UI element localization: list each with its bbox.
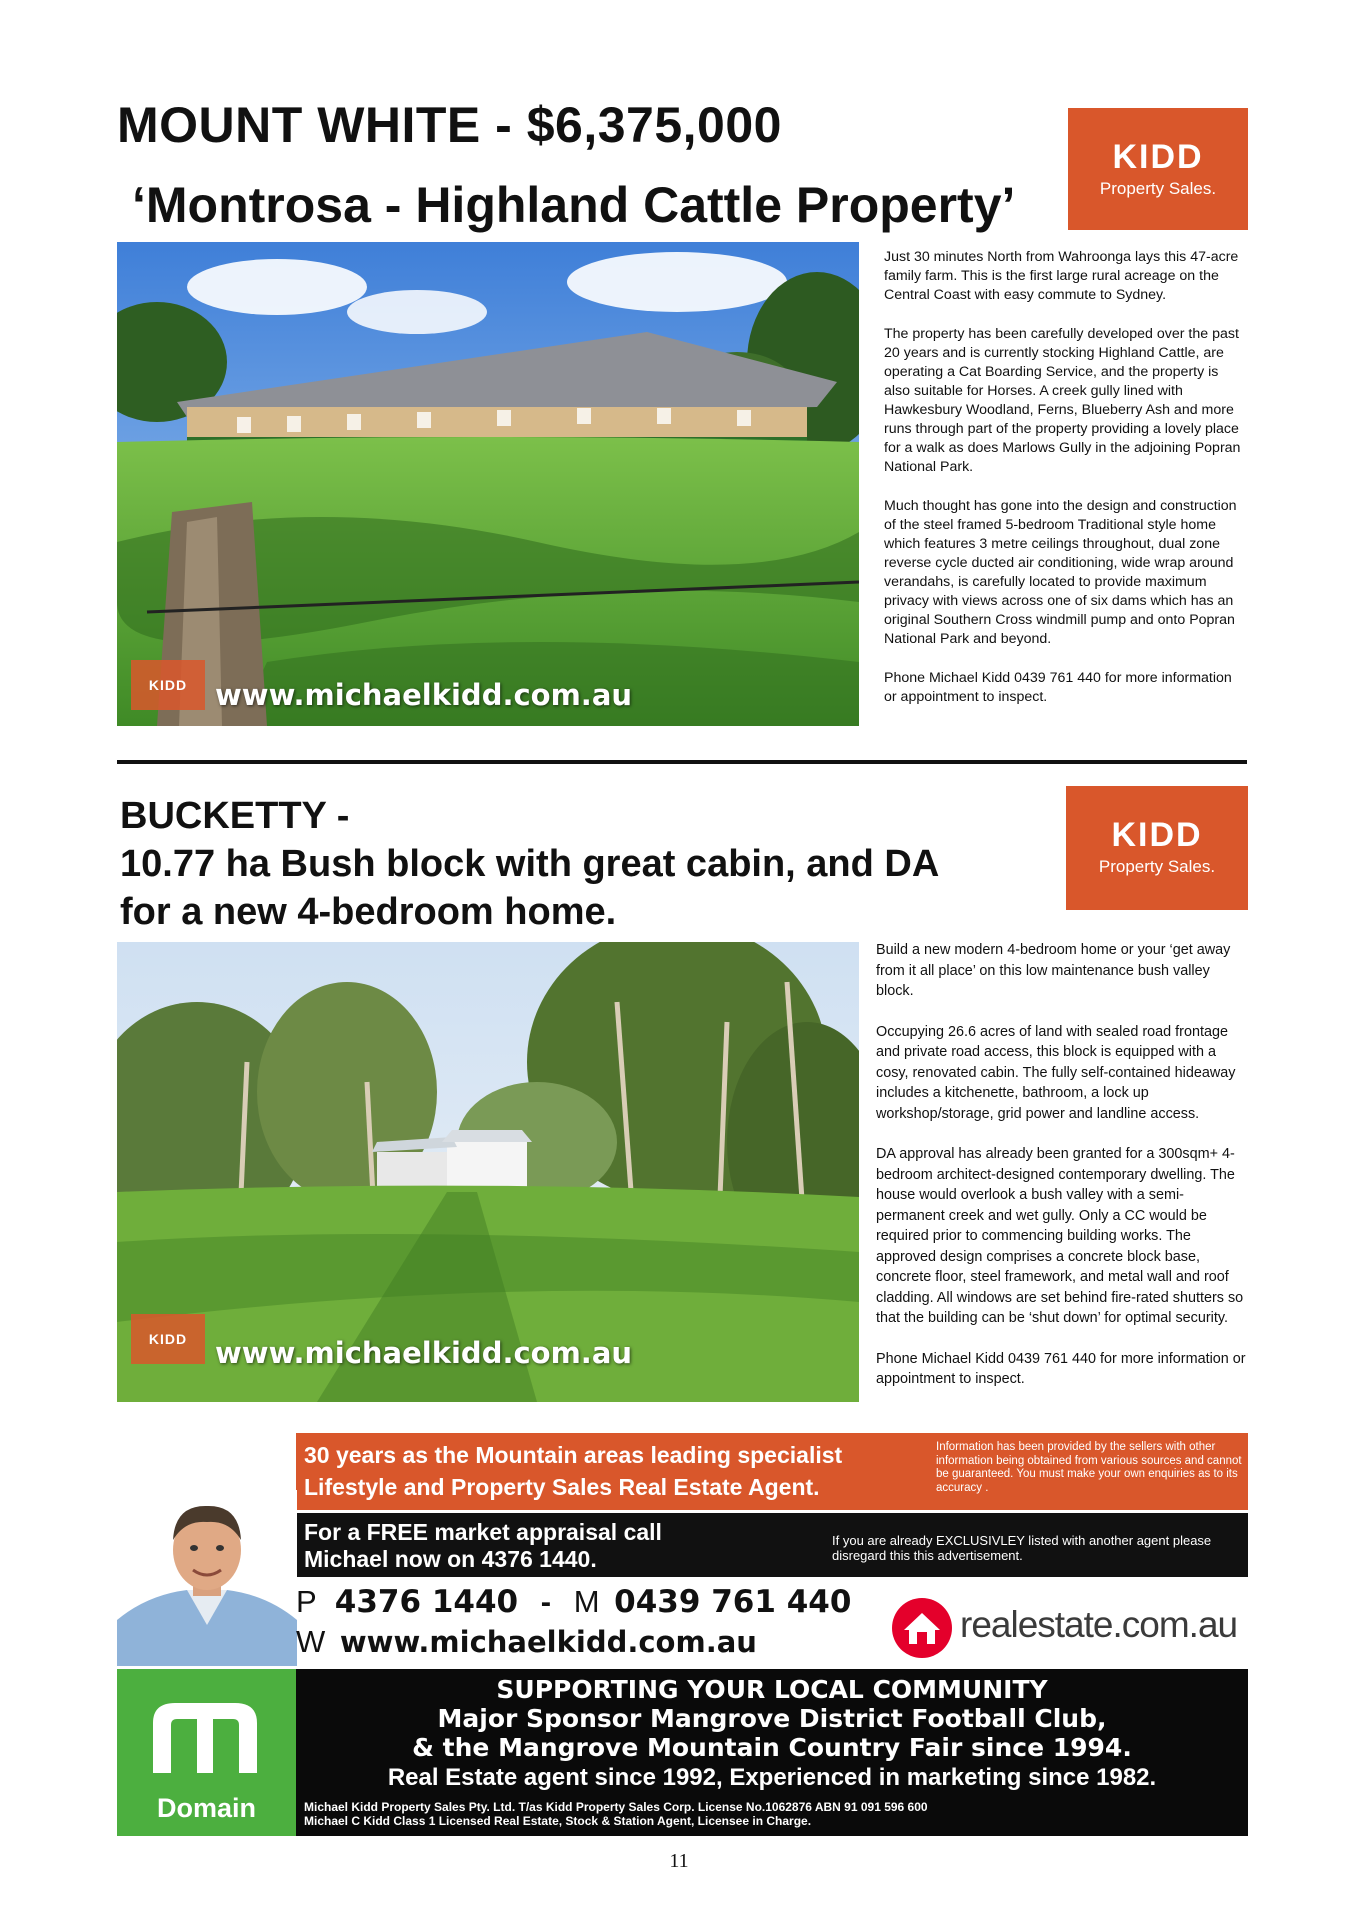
kidd-logo-sub: Property Sales. — [1098, 857, 1216, 876]
legal-line2: Michael C Kidd Class 1 Licensed Real Estate, Stock & Station Agent, Licensee in Charge. — [304, 1814, 812, 1828]
listing2-description — [876, 940, 1248, 1410]
office-phone[interactable]: 4376 1440 — [334, 1584, 519, 1620]
domain-m-icon — [145, 1693, 265, 1783]
photo-watermark: www.michaelkidd.com.au — [215, 678, 633, 712]
kidd-logo-1 — [1068, 108, 1248, 230]
mobile-phone[interactable]: 0439 761 440 — [614, 1584, 852, 1620]
listing1-contact: Phone Michael Kidd 0439 761 440 for more information or appointment to inspect. — [884, 670, 1232, 705]
realestate-house-icon — [890, 1596, 954, 1660]
experience-line: Real Estate agent since 1992, Experienced in marketing since 1982. — [387, 1764, 1157, 1791]
photo-kidd-badge: KIDD — [131, 1314, 205, 1364]
realestate-text: realestate.com.au — [960, 1604, 1238, 1645]
listing1-description — [884, 248, 1248, 727]
legal-line1: Michael Kidd Property Sales Pty. Ltd. T/as Kidd Property Sales Corp. License No.1062876 ABN 91 091 596 600 — [304, 1800, 928, 1814]
kidd-logo-brand: KIDD — [1111, 816, 1203, 854]
listing2-photo — [117, 942, 859, 1402]
listing2-paragraph: Occupying 26.6 acres of land with sealed road frontage and private road access, this block is equipped with a cosy, renovated cabin. The fully self-contained hideaway includes a kitchenette, bathroom, a lock up workshop/storage, grid power and landline access. — [876, 1023, 1236, 1122]
specialist-line2: Lifestyle and Property Sales Real Estate Agent. — [304, 1474, 820, 1500]
listing2-title — [120, 792, 939, 936]
exclusive-note: If you are already EXCLUSIVLEY listed with another agent please disregard this this advertisement. — [832, 1533, 1212, 1563]
specialist-banner — [296, 1433, 1248, 1510]
appraisal-banner — [296, 1513, 1248, 1577]
listing1-subtitle: ‘Montrosa - Highland Cattle Property’ — [132, 177, 1016, 233]
website-link[interactable]: www.michaelkidd.com.au — [339, 1625, 757, 1659]
photo-kidd-badge: KIDD — [131, 660, 205, 710]
domain-logo — [117, 1669, 296, 1836]
specialist-line1: 30 years as the Mountain areas leading specialist — [304, 1442, 843, 1468]
listing2-paragraph: Build a new modern 4-bedroom home or your ‘get away from it all place’ on this low maintenance bush valley block. — [876, 942, 1231, 999]
kidd-logo-sub: Property Sales. — [1099, 179, 1217, 198]
listing1-title: MOUNT WHITE - $6,375,000 — [117, 97, 782, 153]
listing2-contact: Phone Michael Kidd 0439 761 440 for more information or appointment to inspect. — [876, 1350, 1246, 1387]
sponsor-line2: & the Mangrove Mountain Country Fair since 1994. — [412, 1733, 1132, 1762]
listing2-title-line3: for a new 4-bedroom home. — [120, 891, 617, 933]
appraisal-line1: For a FREE market appraisal call — [304, 1519, 662, 1545]
listing1-photo — [117, 242, 859, 726]
agent-photo — [117, 1490, 297, 1666]
domain-text: Domain — [156, 1793, 256, 1823]
section-divider — [117, 760, 1247, 764]
listing1-paragraph: Much thought has gone into the design and construction of the steel framed 5-bedroom Traditional style home which features 3 metre ceilings throughout, dual zone reverse cycle ducted air conditioning, wide wrap around verandahs, is carefully located to provide maximum privacy with views across one of six dams which has an original Southern Cross windmill pump and onto Popran National Park and beyond. — [884, 498, 1237, 647]
appraisal-line2: Michael now on 4376 1440. — [304, 1546, 597, 1572]
photo-watermark: www.michaelkidd.com.au — [215, 1336, 633, 1370]
listing2-title-line2: 10.77 ha Bush block with great cabin, and DA — [120, 843, 940, 885]
web-label: W — [296, 1624, 326, 1659]
community-title: SUPPORTING YOUR LOCAL COMMUNITY — [496, 1675, 1048, 1704]
phone-label: P — [296, 1584, 317, 1619]
mobile-label: M — [573, 1584, 600, 1619]
listing1-paragraph: Just 30 minutes North from Wahroonga lays this 47-acre family farm. This is the first large rural acreage on the Central Coast with easy commute to Sydney. — [884, 249, 1239, 303]
kidd-logo-brand: KIDD — [1112, 138, 1204, 176]
listing1-paragraph: The property has been carefully developed over the past 20 years and is currently stocking Highland Cattle, are operating a Cat Boarding Service, and the property is also suitable for Horses. A creek gully lined with Hawkesbury Woodland, Ferns, Blueberry Ash and more runs through part of the property providing a lovely place for a walk as does Marlows Gully in the adjoining Popran National Park. — [884, 326, 1241, 475]
kidd-logo-2 — [1066, 786, 1248, 910]
page-number: 11 — [669, 1850, 689, 1872]
sponsor-line1: Major Sponsor Mangrove District Football Club, — [437, 1704, 1107, 1733]
dash-separator: - — [540, 1584, 552, 1619]
disclaimer: Information has been provided by the sellers with other information being obtained from various sources and cannot be guaranteed. You must make your own enquiries as to its accuracy . — [936, 1441, 1242, 1494]
listing2-title-line1: BUCKETTY - — [120, 795, 350, 837]
listing2-paragraph: DA approval has already been granted for a 300sqm+ 4-bedroom architect-designed contemporary dwelling. The house would overlook a bush valley with a semi-permanent creek and wet gully. Only a CC would be required prior to commencing building works. The approved design comprises a concrete block base, concrete floor, steel framework, and metal wall and roof cladding. All windows are set behind fire-rated shutters so that the building can be ‘shut down’ for optimal security. — [876, 1146, 1244, 1326]
community-banner — [296, 1669, 1248, 1836]
